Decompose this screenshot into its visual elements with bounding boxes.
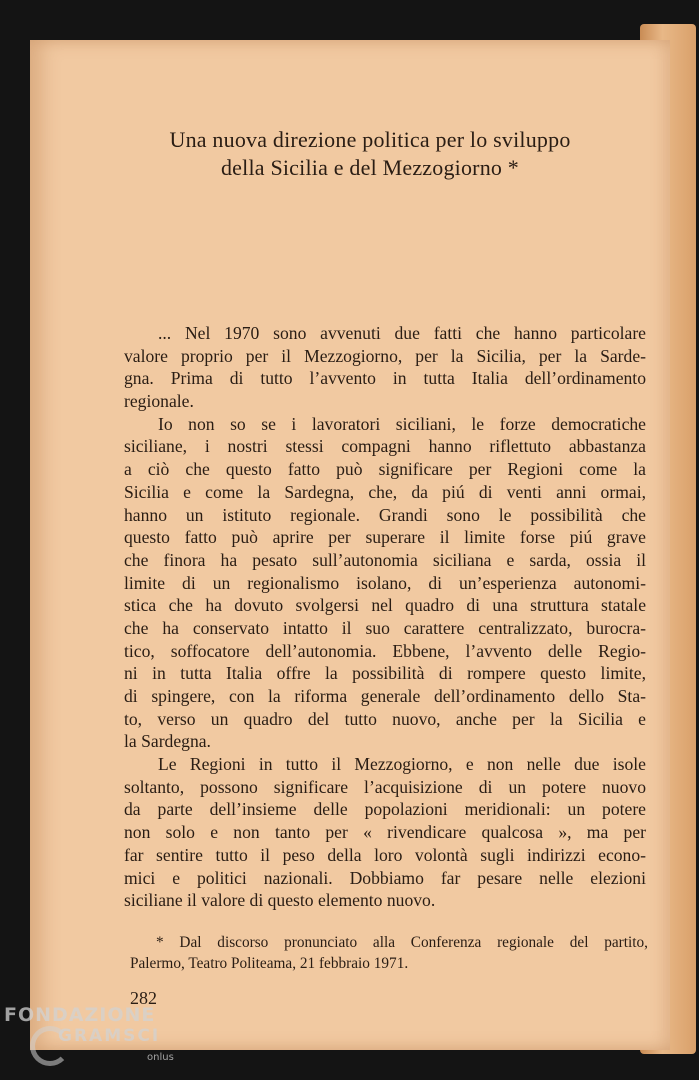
- text-line: siciliane il valore di questo elemento nuovo.: [124, 890, 436, 911]
- watermark-line-1: FONDAZIONE: [4, 1004, 156, 1026]
- title-line-2: della Sicilia e del Mezzogiorno *: [220, 155, 519, 180]
- text-line: da parte dell’insieme delle popolazioni meridionali: un potere: [124, 799, 646, 820]
- text-line: a ciò che questo fatto può significare per Regioni come la: [124, 459, 646, 480]
- text-line: soltanto, possono significare l’acquisizione di un potere nuovo: [124, 776, 646, 797]
- text-line: siciliane, i nostri stessi compagni hanno riflettuto abbastanza: [124, 436, 646, 457]
- text-line: che ha conservato intatto il suo carattere centralizzato, burocra-: [124, 617, 646, 638]
- text-line: to, verso un quadro del tutto nuovo, anche per la Sicilia e: [124, 708, 646, 729]
- body-text: [124, 322, 646, 912]
- text-line: limite di un regionalismo isolano, di un’esperienza autonomi-: [124, 572, 646, 593]
- text-line: Io non so se i lavoratori siciliani, le forze democratiche: [158, 413, 646, 434]
- text-line: la Sardegna.: [124, 731, 211, 752]
- text-line: tico, soffocatore dell’autonomia. Ebbene, l’avvento delle Regio-: [124, 640, 646, 661]
- text-line: far sentire tutto il peso della loro volontà sugli indirizzi econo-: [124, 844, 646, 865]
- text-line: di spingere, con la riforma generale dell’ordinamento dello Sta-: [124, 686, 646, 706]
- footnote-line-1: * Dal discorso pronunciato alla Conferenza regionale del partito,: [156, 934, 648, 951]
- book-page: [30, 40, 670, 1050]
- title-line-1: Una nuova direzione politica per lo sviluppo: [169, 127, 571, 152]
- page-title: [140, 126, 600, 182]
- text-line: hanno un istituto regionale. Grandi sono le possibilità che: [124, 504, 646, 525]
- text-line: questo fatto può aprire per superare il limite forse piú grave: [124, 527, 646, 548]
- footnote: [130, 933, 648, 974]
- watermark-line-2: GRAMSCI: [58, 1026, 161, 1046]
- text-line: che finora ha pesato sull’autonomia siciliana e sarda, ossia il: [124, 549, 646, 570]
- text-line: valore proprio per il Mezzogiorno, per la Sicilia, per la Sarde-: [124, 345, 646, 366]
- text-line: mici e politici nazionali. Dobbiamo far pesare nelle elezioni: [124, 867, 646, 888]
- watermark-line-3: onlus: [147, 1052, 174, 1063]
- text-line: regionale.: [124, 391, 194, 412]
- text-line: stica che ha dovuto svolgersi nel quadro di una struttura statale: [124, 595, 646, 616]
- text-line: Le Regioni in tutto il Mezzogiorno, e non nelle due isole: [158, 754, 646, 775]
- watermark-logo: [4, 1002, 204, 1078]
- footnote-line-2: Palermo, Teatro Politeama, 21 febbraio 1971.: [130, 954, 409, 972]
- text-line: gna. Prima di tutto l’avvento in tutta Italia dell’ordinamento: [124, 368, 646, 389]
- text-line: non solo e non tanto per « rivendicare qualcosa », ma per: [124, 822, 646, 843]
- text-line: ni in tutta Italia offre la possibilità di rompere questo limite,: [124, 663, 646, 684]
- text-line: Sicilia e come la Sardegna, che, da piú di venti anni ormai,: [124, 481, 646, 502]
- text-line: ... Nel 1970 sono avvenuti due fatti che hanno particolare: [158, 323, 646, 343]
- page-number: 282: [130, 988, 157, 1008]
